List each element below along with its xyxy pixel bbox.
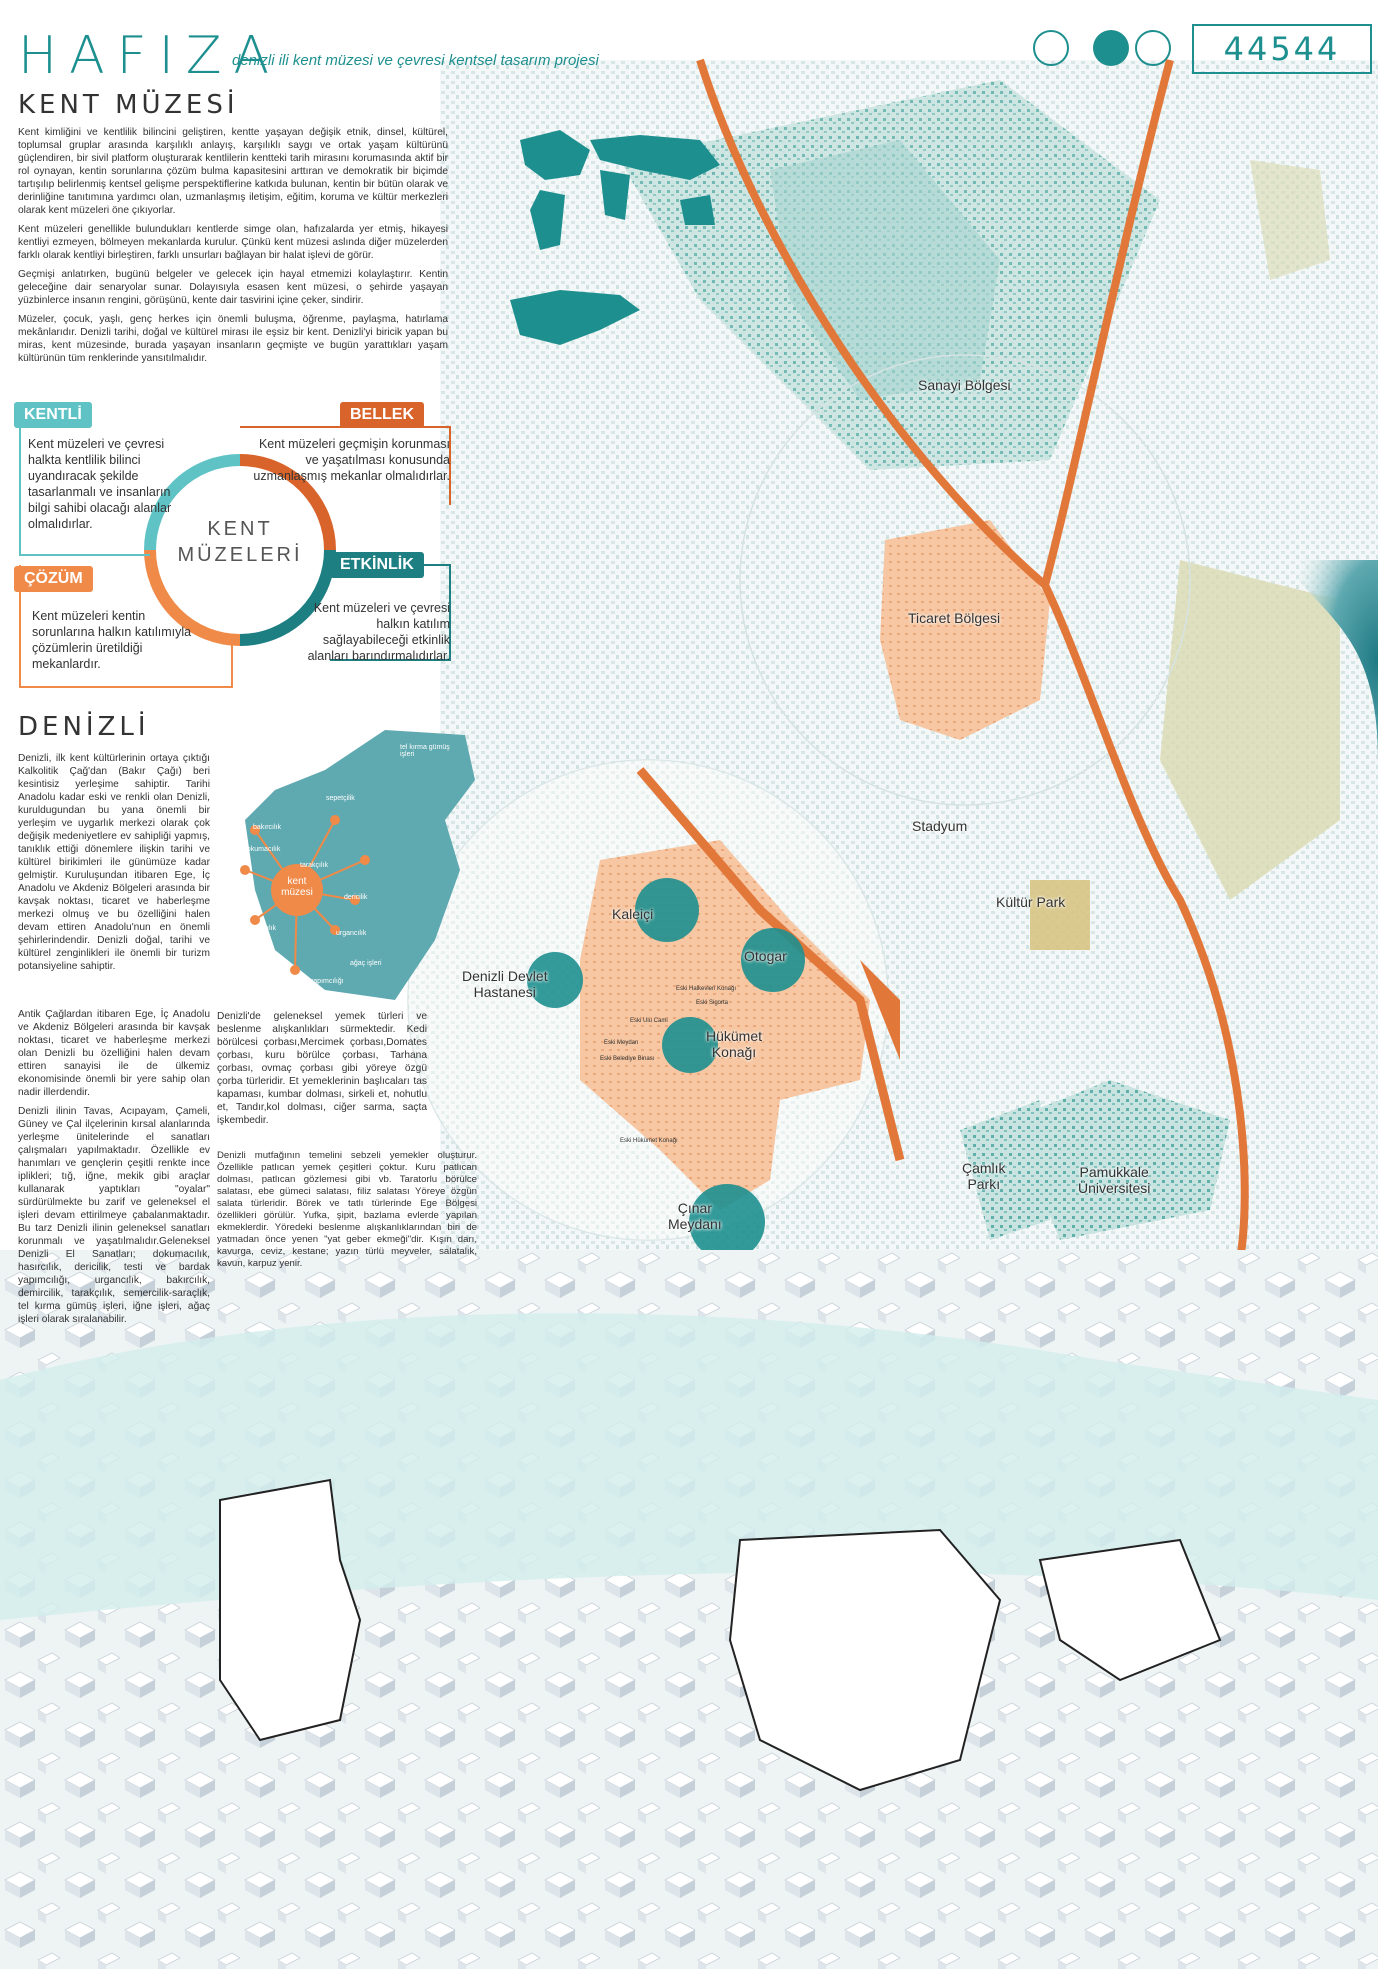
mini-map-center-line2: müzesi: [281, 887, 313, 898]
mini-map-node-11: ağaç işleri: [350, 960, 382, 967]
denizli-p4: Denizli'de geleneksel yemek türleri ve beslenme alışkanlıkları sürmektedir. Kedi börülcesi çorbası,Mercimek çorbası,Domates çorbası, kuru börülce çorbası, Tarhana çorbası, ovmaç çorbası gibi yöreye özgü çorba türleridir. Et yemeklerinin başlıcaları tas kapaması, kumbar dolması, sirkeli et, nohutlu et, Tandır,kol dolması, ciğer sarma, saçta işkembedir.: [217, 1011, 427, 1126]
pin-label-1: Eski Hükümet Konağı: [620, 1138, 678, 1144]
kent-muzesi-p4: Müzeler, çocuk, yaşlı, genç herkes için önemli buluşma, öğrenme, paylaşma, hatırlama mekânlarıdır. Denizli tarihi, doğal ve kültürel mirası ile eşsiz bir kent. Denizli'yi biricik yapan bu miras, kent müzesinde, burada yaşayan insanların geçmişte ve bugün yarattıkları yaşam kültürünün tüm renklerinde yansıtılmalıdır.: [18, 314, 448, 364]
denizli-p3: Denizli ilinin Tavas, Acıpayam, Çameli, Güney ve Çal ilçelerinin kırsal alanlarında yerleşme ünitelerinde el sanatları çalışmaları yapılmaktadır. Özellikle ev hanımları ve gençlerin çeşitli renkte ince iplikleri; tığ, iğne, mekik gibi araçlar kullanarak yaptıkları "oyalar" sürdürülmekte bu zarif ve geleneksel el işleri devam ettirilmeye çabalanmaktadır. Bu tarz Denizli ilinin geleneksel sanatları korunmalı ve yaşatılmalıdır.Geleneksel Denizli El Sanatları; dokumacılık, hasırcılık, dericilik, testi ve bardak yapımcılığı, urgancılık, bakırcılık, demircilik, tarakçılık, semercilik-saraçlık, tel kırma gümüş işleri, iğne işleri, ağaç işleri olarak sıralanabilir.: [18, 1106, 210, 1325]
kent-muzesi-p2: Kent müzeleri genellikle bulundukları kentlerde simge olan, hafızalarda yer etmiş, hikayesi kentliyi ezmeyen, bölmeyen mekanlarda kurulur. Çünkü kent müzesi aslında diğer müzelerden farklı olarak kentliyi birleştiren, farklı unsurları bağlayan bir halat işlevi de görür.: [18, 224, 448, 261]
circle-icon: [1135, 30, 1171, 66]
cozum-title: ÇÖZÜM: [24, 570, 83, 587]
pin-label-3: Eski Sigorta: [696, 1000, 729, 1006]
label-pamukkale-line1: Pamukkale: [1079, 1164, 1149, 1180]
bellek-title: BELLEK: [350, 406, 414, 423]
label-hastane-line2: Hastanesi: [473, 984, 536, 1000]
mini-map-center-line1: kent: [287, 876, 307, 887]
diagram-center-line1: KENT: [207, 518, 273, 540]
label-stadyum: Stadyum: [912, 818, 968, 834]
mini-map-node-4: dokumacılık: [243, 846, 281, 853]
mini-map-node-3: bakırcılık: [253, 824, 282, 831]
kentli-title: KENTLİ: [24, 406, 82, 423]
kent-muzesi-heading: KENT MÜZESİ: [18, 90, 239, 120]
mini-map-node-12: iğne işleri: [258, 990, 288, 997]
bellek-text: Kent müzeleri geçmişin korunması ve yaşatılması konusunda uzmanlaşmış mekanlar olmalıdırlar.: [253, 437, 450, 483]
denizli-text-col3: [217, 1010, 427, 1135]
pin-label-5: Eski Belediye Binası: [600, 1056, 655, 1062]
pin-label-2: Eski Ulu Cami: [630, 1018, 668, 1024]
mini-map-node-2: sepetçilik: [326, 795, 355, 802]
kentli-text: Kent müzeleri ve çevresi halkta kentlilik bilinci uyandıracak şekilde tasarlanmalı ve insanların bilgi sahibi olacağı alanlar olmalıdırlar.: [28, 437, 172, 531]
label-camlik: [962, 1160, 1006, 1192]
label-hukumet: [706, 1028, 762, 1060]
mini-map-node-10: tarakçılık: [300, 862, 329, 869]
mini-map-node-1: tel kırma gümüş işleri: [400, 744, 450, 758]
mini-map-node-5: dericilik: [344, 894, 368, 901]
label-otogar: Otogar: [744, 948, 787, 964]
label-sanayi: Sanayi Bölgesi: [918, 377, 1011, 393]
label-hukumet-line2: Konağı: [711, 1044, 757, 1060]
label-camlik-line1: Çamlık: [962, 1160, 1006, 1176]
mini-map-node-7: urgancılık: [336, 930, 367, 937]
label-pamukkale: [1078, 1164, 1150, 1196]
project-code: 44544: [1192, 24, 1372, 74]
mini-map-node-6: hasırcılık: [248, 925, 277, 932]
label-hastane: [462, 968, 548, 1000]
label-kaleici: Kaleiçi: [612, 906, 654, 922]
denizli-p5: Denizli mutfağının temelini sebzeli yemekler oluşturur. Özellikle patlıcan yemek çeşitleri çoktur. Kuru patlıcan dolması, patlıcan gözlemesi gibi vb. Taratorlu börülce salatası, ebe gümeci salatası, filiz salatası Yöreye özgün salata türleridir. Börek ve tatlı türlerinde Ege Bölgesi özellikleri görülür. Yufka, şipit, bazlama evlerde yapılan ekmeklerdir. Yöredeki beslenme alışkanlıklarından biri de yatmadan önce yenen "yat geber ekmeği"dir. Kışın darı, kavurga, ceviz, kestane; yazın türlü meyveler, salatalık, kavun, karpuz yenir.: [217, 1150, 477, 1269]
label-hukumet-line1: Hükümet: [706, 1028, 763, 1044]
etkinlik-title: ETKİNLİK: [340, 556, 414, 573]
kent-muzesi-p1: Kent kimliğini ve kentlilik bilincini geliştiren, kentte yaşayan değişik etnik, dinsel, kültürel, toplumsal gruplar arasında karşılıklı anlayış, karşılıklı saygı ve ortak yaşam kültürünü güçlendiren, bir sivil platform oluşturarak kentlilerin kentteki tarih mirasını korumasında aktif bir rol oynayan, kentin sorunlarına çözüm bulma kapasitesini arttıran ve demokratik bir biçimde tartışılıp belirlenmiş kentsel gelişme perspektiflerine katkıda bulunan, kentin bir bütün olarak ve derinliğine tanıtımına yardımcı olan, uzmanlaşmış iletişim, eğitim, koruma ve kültür merkezleri olarak kent müzeleri öne çıkıyorlar.: [18, 127, 448, 216]
mini-map-center-label: [277, 876, 317, 898]
project-title: HAFIZA: [18, 26, 282, 86]
label-ticaret: Ticaret Bölgesi: [908, 610, 1001, 626]
denizli-heading: DENİZLİ: [18, 712, 150, 742]
kent-muzesi-text: [18, 126, 448, 365]
label-cinar-line1: Çınar: [677, 1200, 712, 1216]
filled-circle-icon: [1093, 30, 1129, 66]
project-subtitle: denizli ili kent müzesi ve çevresi kentsel tasarım projesi: [232, 52, 599, 69]
etkinlik-text: Kent müzeleri ve çevresi halkın katılım sağlayabileceği etkinlik alanları barındırmalıdırlar.: [307, 601, 450, 663]
denizli-text-col: [18, 752, 210, 979]
label-hastane-line1: Denizli Devlet: [462, 968, 548, 984]
label-camlik-line2: Parkı: [967, 1176, 1001, 1192]
mini-map-node-9: semercilik: [238, 960, 270, 967]
cozum-text: Kent müzeleri kentin sorunlarına halkın katılımıyla çözümlerin üretildiği mekanlardır.: [32, 609, 192, 671]
denizli-p2: Antik Çağlardan itibaren Ege, İç Anadolu ve Akdeniz Bölgeleri arasında bir kavşak noktası, ticaret ve haberleşme merkezi olan Denizli bu özelliğini halen devam ettiren sanayisi ile de ülkemiz ekonomisinde önemli bir yere sahip olan nadir illerdendir.: [18, 1009, 210, 1098]
label-cinar: [668, 1200, 722, 1232]
denizli-p1: Denizli, ilk kent kültürlerinin ortaya çıktığı Kalkolitik Çağ'dan (Bakır Çağı) beri kesintisiz yerleşime sahiptir. Tarihi Anadolu kadar eski ve renkli olan Denizli, kuruldugundan bu yana önemli bir yerleşim ve uygarlık merkezi olarak çok değişik medeniyetlere ev sahipliği yapmış, tanıklık ettiği dönemlere ilişkin tarihi ve kültürel birikimleri ile günümüze kadar gelmiştir. Kuruluşundan itibaren Ege, İç Anadolu ve Akdeniz Bölgeleri arasında bir kavşak noktası, ticaret ve haberleşme merkezi olmuş ve bu özelliğini halen devam ettiren Anadolu'nun en önemli şehirlerindendir. Denizli doğal, tarihi ve kültürel zenginlikleri ile önemli bir turizm potansiyeline sahiptir.: [18, 753, 210, 972]
kent-muzesi-p3: Geçmişi anlatırken, bugünü belgeler ve gelecek için hayal etmemizi kolaylaştırır. Kentin geleceğine dair senaryolar sunar. Dolayısıyla esasen kent müzesi, o şehirde yaşayan yüzbinlerce insanın rengini, görüşünü, kente dair tasvirini içine çeker, sindirir.: [18, 269, 448, 306]
denizli-text-col2: [18, 1008, 210, 1326]
pin-label-6: Eski Halkevleri Konağı: [676, 986, 737, 992]
clock-icon: [1033, 30, 1069, 66]
label-kultur-park: Kültür Park: [996, 894, 1066, 910]
diagram-center-line2: MÜZELERİ: [177, 544, 303, 566]
label-cinar-line2: Meydanı: [668, 1216, 722, 1232]
pin-label-4: Eski Meydan: [604, 1040, 639, 1046]
denizli-text-col4: [217, 1150, 477, 1270]
mini-map-node-8: testi yapımcılığı: [295, 978, 344, 985]
kentli-header: [14, 402, 92, 428]
bellek-header: [340, 402, 424, 428]
label-pamukkale-line2: Üniversitesi: [1078, 1180, 1151, 1196]
etkinlik-header: [330, 552, 424, 578]
cozum-header: [14, 566, 93, 592]
